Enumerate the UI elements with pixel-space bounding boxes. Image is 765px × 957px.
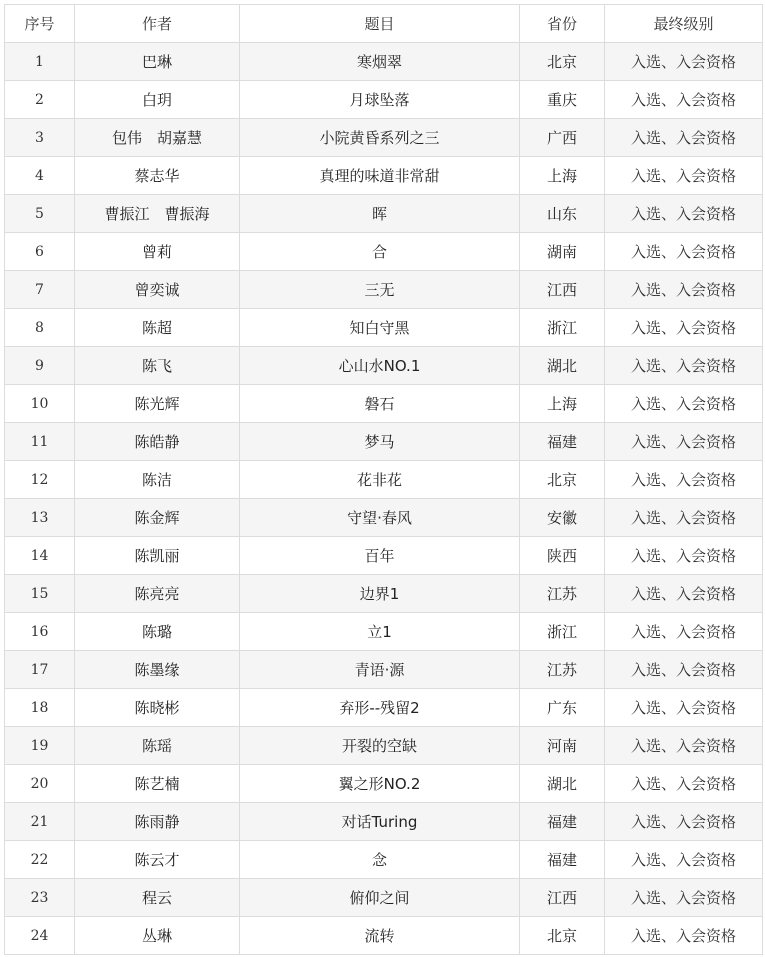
cell-province: 北京 — [520, 917, 605, 955]
cell-serial: 3 — [5, 119, 75, 157]
cell-author: 巴琳 — [75, 43, 240, 81]
cell-province: 湖南 — [520, 233, 605, 271]
cell-final-level: 入选、入会资格 — [605, 423, 763, 461]
cell-province: 湖北 — [520, 765, 605, 803]
cell-final-level: 入选、入会资格 — [605, 271, 763, 309]
table-row — [5, 613, 763, 651]
cell-title: 对话Turing — [240, 803, 520, 841]
cell-title: 弃形--残留2 — [240, 689, 520, 727]
cell-final-level: 入选、入会资格 — [605, 917, 763, 955]
cell-title: 百年 — [240, 537, 520, 575]
cell-province: 广东 — [520, 689, 605, 727]
cell-serial: 13 — [5, 499, 75, 537]
cell-title: 真理的味道非常甜 — [240, 157, 520, 195]
cell-serial: 5 — [5, 195, 75, 233]
cell-title: 心山水NO.1 — [240, 347, 520, 385]
cell-province: 广西 — [520, 119, 605, 157]
cell-serial: 15 — [5, 575, 75, 613]
cell-province: 上海 — [520, 385, 605, 423]
cell-author: 陈飞 — [75, 347, 240, 385]
header-province: 省份 — [520, 5, 605, 43]
cell-author: 陈墨缘 — [75, 651, 240, 689]
cell-author: 陈洁 — [75, 461, 240, 499]
table-row — [5, 575, 763, 613]
cell-final-level: 入选、入会资格 — [605, 727, 763, 765]
cell-serial: 10 — [5, 385, 75, 423]
selection-table — [4, 4, 763, 955]
table-row — [5, 423, 763, 461]
cell-author: 曾奕诚 — [75, 271, 240, 309]
cell-province: 北京 — [520, 43, 605, 81]
cell-serial: 1 — [5, 43, 75, 81]
cell-final-level: 入选、入会资格 — [605, 195, 763, 233]
cell-title: 月球坠落 — [240, 81, 520, 119]
table-header — [5, 5, 763, 43]
cell-serial: 4 — [5, 157, 75, 195]
cell-serial: 18 — [5, 689, 75, 727]
table-row — [5, 81, 763, 119]
cell-province: 北京 — [520, 461, 605, 499]
cell-author: 蔡志华 — [75, 157, 240, 195]
table-row — [5, 803, 763, 841]
cell-author: 白玥 — [75, 81, 240, 119]
table-row — [5, 347, 763, 385]
cell-author: 曹振江 曹振海 — [75, 195, 240, 233]
cell-province: 福建 — [520, 841, 605, 879]
table-row — [5, 461, 763, 499]
header-serial: 序号 — [5, 5, 75, 43]
table-row — [5, 195, 763, 233]
cell-province: 江西 — [520, 879, 605, 917]
cell-serial: 2 — [5, 81, 75, 119]
cell-province: 湖北 — [520, 347, 605, 385]
cell-final-level: 入选、入会资格 — [605, 461, 763, 499]
table-row — [5, 727, 763, 765]
cell-final-level: 入选、入会资格 — [605, 689, 763, 727]
table-row — [5, 309, 763, 347]
cell-title: 守望·春风 — [240, 499, 520, 537]
header-author: 作者 — [75, 5, 240, 43]
table-row — [5, 537, 763, 575]
cell-serial: 22 — [5, 841, 75, 879]
cell-author: 陈艺楠 — [75, 765, 240, 803]
cell-title: 合 — [240, 233, 520, 271]
cell-author: 陈皓静 — [75, 423, 240, 461]
cell-final-level: 入选、入会资格 — [605, 157, 763, 195]
cell-final-level: 入选、入会资格 — [605, 309, 763, 347]
cell-final-level: 入选、入会资格 — [605, 765, 763, 803]
cell-title: 立1 — [240, 613, 520, 651]
cell-serial: 7 — [5, 271, 75, 309]
cell-serial: 11 — [5, 423, 75, 461]
cell-final-level: 入选、入会资格 — [605, 43, 763, 81]
cell-title: 流转 — [240, 917, 520, 955]
table-row — [5, 271, 763, 309]
table-row — [5, 385, 763, 423]
table-body — [5, 43, 763, 955]
table-row — [5, 841, 763, 879]
cell-author: 陈雨静 — [75, 803, 240, 841]
cell-title: 翼之形NO.2 — [240, 765, 520, 803]
cell-serial: 8 — [5, 309, 75, 347]
cell-author: 丛琳 — [75, 917, 240, 955]
table-row — [5, 689, 763, 727]
cell-serial: 9 — [5, 347, 75, 385]
cell-final-level: 入选、入会资格 — [605, 119, 763, 157]
table-row — [5, 233, 763, 271]
cell-final-level: 入选、入会资格 — [605, 879, 763, 917]
cell-author: 陈亮亮 — [75, 575, 240, 613]
cell-title: 开裂的空缺 — [240, 727, 520, 765]
cell-title: 寒烟翠 — [240, 43, 520, 81]
cell-province: 山东 — [520, 195, 605, 233]
cell-title: 俯仰之间 — [240, 879, 520, 917]
cell-province: 上海 — [520, 157, 605, 195]
cell-serial: 16 — [5, 613, 75, 651]
cell-author: 曾莉 — [75, 233, 240, 271]
cell-title: 边界1 — [240, 575, 520, 613]
table-row — [5, 157, 763, 195]
cell-author: 陈瑶 — [75, 727, 240, 765]
table-row — [5, 879, 763, 917]
header-row — [5, 5, 763, 43]
cell-author: 陈璐 — [75, 613, 240, 651]
cell-author: 程云 — [75, 879, 240, 917]
cell-province: 江苏 — [520, 575, 605, 613]
cell-title: 花非花 — [240, 461, 520, 499]
cell-author: 陈金辉 — [75, 499, 240, 537]
cell-author: 陈凯丽 — [75, 537, 240, 575]
cell-province: 安徽 — [520, 499, 605, 537]
cell-final-level: 入选、入会资格 — [605, 651, 763, 689]
cell-province: 浙江 — [520, 309, 605, 347]
table-row — [5, 43, 763, 81]
cell-serial: 21 — [5, 803, 75, 841]
cell-province: 浙江 — [520, 613, 605, 651]
cell-serial: 14 — [5, 537, 75, 575]
cell-final-level: 入选、入会资格 — [605, 385, 763, 423]
cell-serial: 17 — [5, 651, 75, 689]
header-title: 题目 — [240, 5, 520, 43]
cell-province: 福建 — [520, 803, 605, 841]
cell-province: 江苏 — [520, 651, 605, 689]
cell-serial: 6 — [5, 233, 75, 271]
cell-title: 磐石 — [240, 385, 520, 423]
table-row — [5, 765, 763, 803]
header-final-level: 最终级别 — [605, 5, 763, 43]
cell-final-level: 入选、入会资格 — [605, 575, 763, 613]
table-row — [5, 917, 763, 955]
cell-title: 三无 — [240, 271, 520, 309]
cell-title: 念 — [240, 841, 520, 879]
cell-final-level: 入选、入会资格 — [605, 841, 763, 879]
cell-serial: 12 — [5, 461, 75, 499]
cell-author: 陈光辉 — [75, 385, 240, 423]
cell-province: 福建 — [520, 423, 605, 461]
cell-serial: 24 — [5, 917, 75, 955]
cell-author: 陈云才 — [75, 841, 240, 879]
cell-province: 河南 — [520, 727, 605, 765]
cell-serial: 20 — [5, 765, 75, 803]
cell-province: 重庆 — [520, 81, 605, 119]
cell-title: 小院黄昏系列之三 — [240, 119, 520, 157]
cell-title: 晖 — [240, 195, 520, 233]
cell-final-level: 入选、入会资格 — [605, 537, 763, 575]
cell-title: 知白守黑 — [240, 309, 520, 347]
table-row — [5, 651, 763, 689]
cell-serial: 19 — [5, 727, 75, 765]
cell-author: 陈超 — [75, 309, 240, 347]
table-row — [5, 119, 763, 157]
table-row — [5, 499, 763, 537]
cell-final-level: 入选、入会资格 — [605, 81, 763, 119]
cell-final-level: 入选、入会资格 — [605, 803, 763, 841]
cell-title: 青语·源 — [240, 651, 520, 689]
cell-final-level: 入选、入会资格 — [605, 613, 763, 651]
cell-final-level: 入选、入会资格 — [605, 499, 763, 537]
cell-final-level: 入选、入会资格 — [605, 233, 763, 271]
cell-serial: 23 — [5, 879, 75, 917]
cell-author: 包伟 胡嘉慧 — [75, 119, 240, 157]
cell-province: 陕西 — [520, 537, 605, 575]
cell-final-level: 入选、入会资格 — [605, 347, 763, 385]
cell-title: 梦马 — [240, 423, 520, 461]
cell-province: 江西 — [520, 271, 605, 309]
cell-author: 陈晓彬 — [75, 689, 240, 727]
